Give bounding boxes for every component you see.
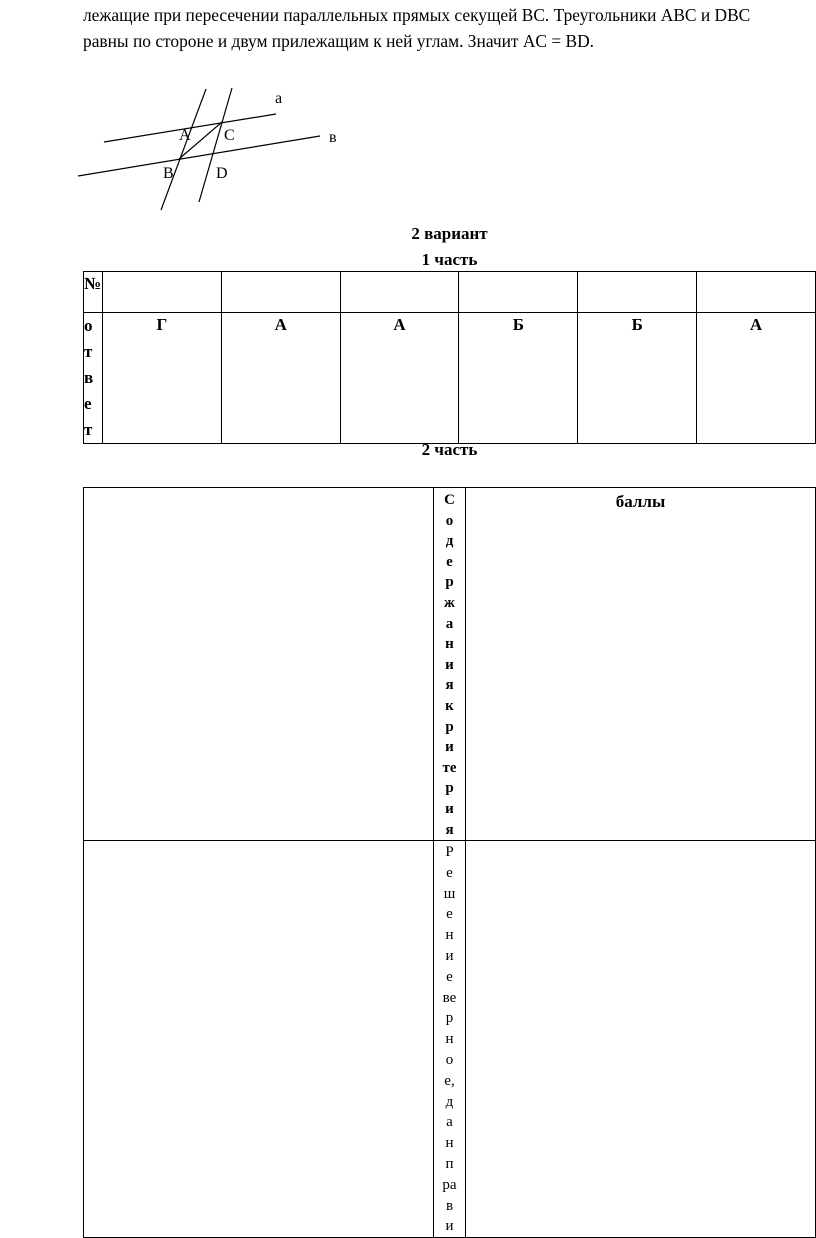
answer-label-letter: в — [84, 368, 94, 387]
criteria-header-letter: р — [445, 718, 454, 735]
criteria-text-letter: ра — [442, 1176, 457, 1193]
criteria-table — [83, 487, 816, 1238]
paragraph — [83, 2, 813, 54]
criteria-text-letter: а — [446, 1114, 453, 1131]
criteria-text-letter: и — [445, 1218, 454, 1235]
answer-cell-4: Б — [459, 313, 578, 444]
part1-title: 1 часть — [421, 250, 478, 269]
criteria-text-letter: е — [446, 864, 453, 881]
answer-label-cell — [84, 313, 103, 444]
criteria-text-cell — [434, 841, 466, 1238]
label-B: B — [163, 165, 174, 182]
criteria-header-letter: С — [444, 492, 455, 508]
criteria-header-letter: д — [445, 533, 454, 550]
answers-row — [84, 313, 816, 444]
criteria-text-letter: д — [445, 1093, 454, 1110]
header-cell — [340, 272, 459, 313]
answer-label-letter: е — [84, 394, 92, 413]
paragraph-line-2: равны по стороне и двум прилежащим к ней углам. Значит AC = BD. — [83, 31, 595, 51]
answer-cell-6: А — [697, 313, 816, 444]
criteria-header-letter: и — [445, 656, 454, 673]
criteria-header-cell — [434, 488, 466, 841]
variant-title: 2 вариант — [411, 224, 488, 243]
label-a: а — [275, 90, 283, 107]
criteria-text-letter: р — [445, 1010, 454, 1027]
criteria-text-letter: е, — [444, 1072, 455, 1089]
answer-label-letter: о — [84, 316, 93, 335]
answer-label-letter: т — [84, 420, 93, 439]
criteria-header-letter: и — [445, 739, 454, 756]
header-cell — [578, 272, 697, 313]
criteria-header-letter: те — [442, 759, 457, 776]
answer-cell-2: А — [221, 313, 340, 444]
label-A: A — [179, 127, 191, 144]
criteria-header-letter: н — [445, 636, 454, 653]
label-C: C — [224, 127, 235, 144]
answer-cell-5: Б — [578, 313, 697, 444]
criteria-text-letter: н — [445, 927, 454, 944]
criteria-text-letter: н — [445, 1031, 454, 1048]
label-v: в — [329, 129, 337, 146]
criteria-text-letter: е — [446, 906, 453, 923]
criteria-header-row — [84, 488, 816, 841]
criteria-text-letter: ве — [442, 989, 457, 1006]
points-cell — [466, 841, 816, 1238]
geometry-figure — [70, 80, 360, 215]
answers-header-row — [84, 272, 816, 313]
answers-table — [83, 271, 816, 444]
part2-title: 2 часть — [421, 440, 478, 459]
criteria-header-letter: е — [446, 553, 453, 570]
criteria-empty-cell — [84, 488, 434, 841]
criteria-text-letter: в — [445, 1197, 454, 1214]
criteria-header-letter: р — [445, 780, 454, 797]
criteria-text-letter: н — [445, 1135, 454, 1152]
criteria-header-letter: к — [445, 697, 454, 714]
criteria-header-letter: и — [445, 800, 454, 817]
answer-cell-3: А — [340, 313, 459, 444]
header-cell — [103, 272, 222, 313]
criteria-header-letter: р — [445, 574, 454, 591]
criteria-text-letter: Р — [445, 844, 454, 861]
answer-cell-1: Г — [103, 313, 222, 444]
answer-label-letter: т — [84, 342, 93, 361]
criteria-header-letter: ж — [444, 594, 455, 611]
paragraph-line-1: лежащие при пересечении параллельных прямых секущей ВС. Треугольники ABC и DBC — [83, 5, 751, 25]
secant-2 — [199, 88, 232, 202]
header-cell — [221, 272, 340, 313]
criteria-text-letter: ш — [443, 885, 456, 902]
criteria-text-letter: е — [446, 968, 453, 985]
criteria-text-letter: о — [445, 1052, 454, 1069]
criteria-text-letter: и — [445, 948, 454, 965]
criteria-header-letter: о — [445, 512, 454, 529]
number-header-cell — [84, 272, 103, 313]
criteria-row — [84, 841, 816, 1238]
number-sign: № — [84, 274, 102, 293]
secant-1 — [161, 89, 206, 210]
points-header-cell: баллы — [466, 488, 816, 841]
criteria-text-letter: п — [445, 1156, 454, 1173]
criteria-empty-cell — [84, 841, 434, 1238]
label-D: D — [216, 165, 228, 182]
criteria-header-letter: я — [445, 821, 454, 838]
criteria-header-letter: а — [445, 615, 454, 632]
criteria-header-letter: я — [445, 677, 454, 694]
header-cell — [459, 272, 578, 313]
header-cell — [697, 272, 816, 313]
